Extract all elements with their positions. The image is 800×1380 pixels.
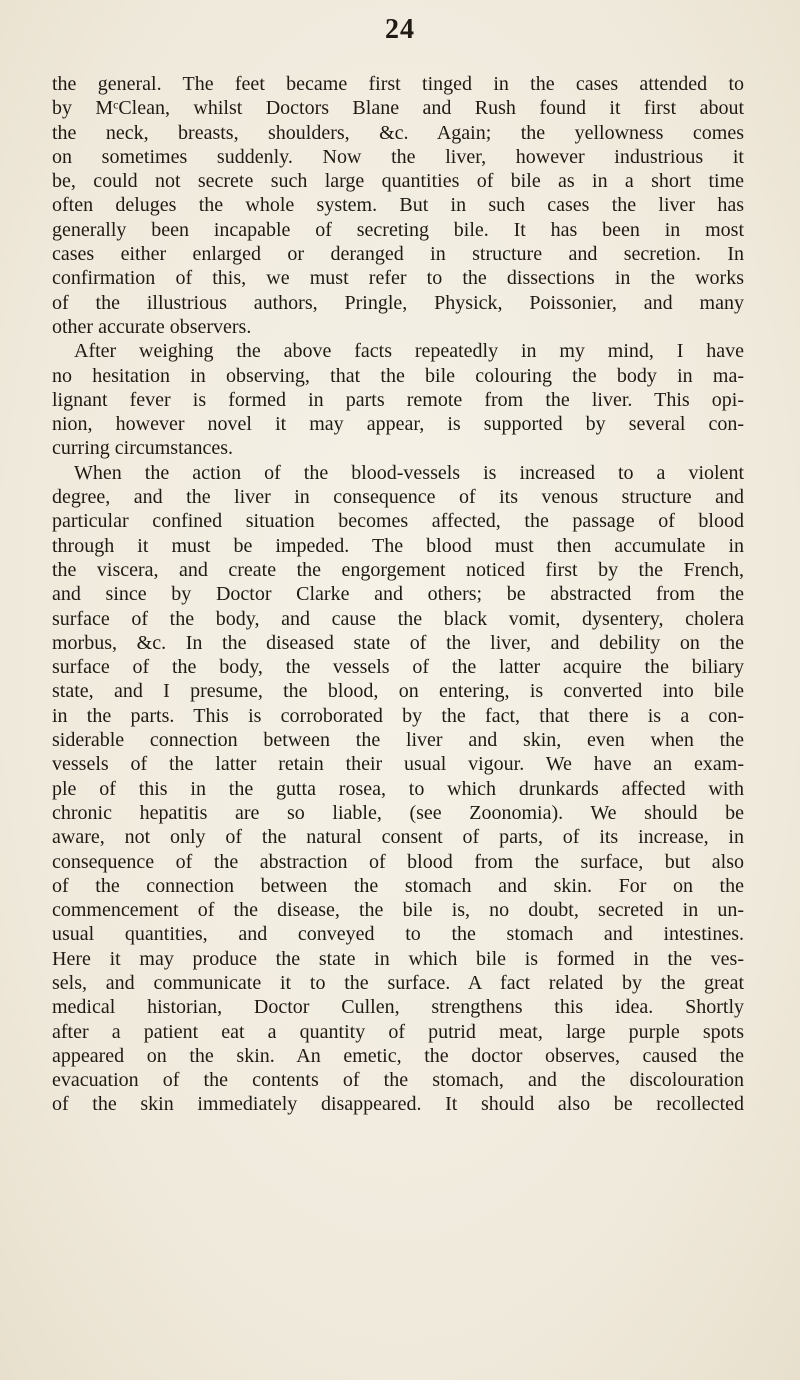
text-line: surface of the body, the vessels of the latter acquire the biliary: [52, 656, 744, 679]
text-line: often deluges the whole system. But in such cases the liver has: [52, 194, 744, 217]
text-line: medical historian, Doctor Cullen, strengthens this idea. Shortly: [52, 996, 744, 1019]
text-line: and since by Doctor Clarke and others; be abstracted from the: [52, 583, 744, 606]
text-line: chronic hepatitis are so liable, (see Zoonomia). We should be: [52, 801, 744, 824]
text-line: ple of this in the gutta rosea, to which drunkards affected with: [52, 777, 744, 800]
text-line: aware, not only of the natural consent of parts, of its increase, in: [52, 826, 744, 849]
text-line: cases either enlarged or deranged in structure and secretion. In: [52, 243, 744, 266]
text-line: be, could not secrete such large quantities of bile as in a short time: [52, 170, 744, 193]
text-line: the general. The feet became first tinged in the cases attended to: [52, 73, 744, 95]
text-line: of the skin immediately disappeared. It should also be recollected: [52, 1093, 744, 1116]
text-line: morbus, &c. In the diseased state of the liver, and debility on the: [52, 631, 744, 654]
text-line: confirmation of this, we must refer to the dissections in the works: [52, 267, 744, 290]
text-line: the viscera, and create the engorgement noticed first by the French,: [52, 558, 744, 581]
text-line: curring circumstances.: [52, 437, 234, 460]
text-line: in the parts. This is corroborated by the fact, that there is a con-: [52, 704, 744, 727]
text-line: When the action of the blood-vessels is increased to a violent: [74, 461, 744, 484]
text-line: no hesitation in observing, that the bile colouring the body in ma-: [52, 364, 744, 387]
text-line: usual quantities, and conveyed to the stomach and intestines.: [52, 923, 744, 946]
text-line: Here it may produce the state in which bile is formed in the ves-: [52, 947, 744, 970]
text-line: appeared on the skin. An emetic, the doctor observes, caused the: [52, 1044, 744, 1067]
text-line: surface of the body, and cause the black vomit, dysentery, cholera: [52, 607, 744, 630]
text-line: particular confined situation becomes affected, the passage of blood: [52, 510, 744, 533]
text-line: nion, however novel it may appear, is supported by several con-: [52, 413, 744, 436]
text-line: siderable connection between the liver and skin, even when the: [52, 729, 744, 752]
text-line: of the illustrious authors, Pringle, Physick, Poissonier, and many: [52, 291, 744, 314]
text-line: commencement of the disease, the bile is, no doubt, secreted in un-: [52, 899, 744, 922]
text-line: by MᶜClean, whilst Doctors Blane and Rush found it first about: [52, 97, 744, 120]
text-line: other accurate observers.: [52, 315, 252, 338]
text-line: degree, and the liver in consequence of its venous structure and: [52, 486, 744, 509]
text-line: after a patient eat a quantity of putrid meat, large purple spots: [52, 1020, 744, 1043]
text-line: state, and I presume, the blood, on entering, is converted into bile: [52, 680, 744, 703]
text-line: evacuation of the contents of the stomach, and the discolouration: [52, 1069, 744, 1092]
text-line: of the connection between the stomach and skin. For on the: [52, 874, 744, 897]
body-text: [52, 72, 744, 1117]
text-line: the neck, breasts, shoulders, &c. Again; the yellowness comes: [52, 121, 744, 144]
page-number: 24: [385, 14, 415, 45]
text-line: vessels of the latter retain their usual vigour. We have an exam-: [52, 753, 744, 776]
text-line: After weighing the above facts repeatedly in my mind, I have: [74, 340, 744, 363]
text-line: generally been incapable of secreting bile. It has been in most: [52, 218, 744, 241]
text-line: lignant fever is formed in parts remote from the liver. This opi-: [52, 388, 744, 411]
text-line: on sometimes suddenly. Now the liver, however industrious it: [52, 145, 744, 168]
text-line: consequence of the abstraction of blood from the surface, but also: [52, 850, 744, 873]
text-line: through it must be impeded. The blood must then accumulate in: [52, 534, 744, 557]
text-line: sels, and communicate it to the surface. A fact related by the great: [52, 971, 744, 994]
